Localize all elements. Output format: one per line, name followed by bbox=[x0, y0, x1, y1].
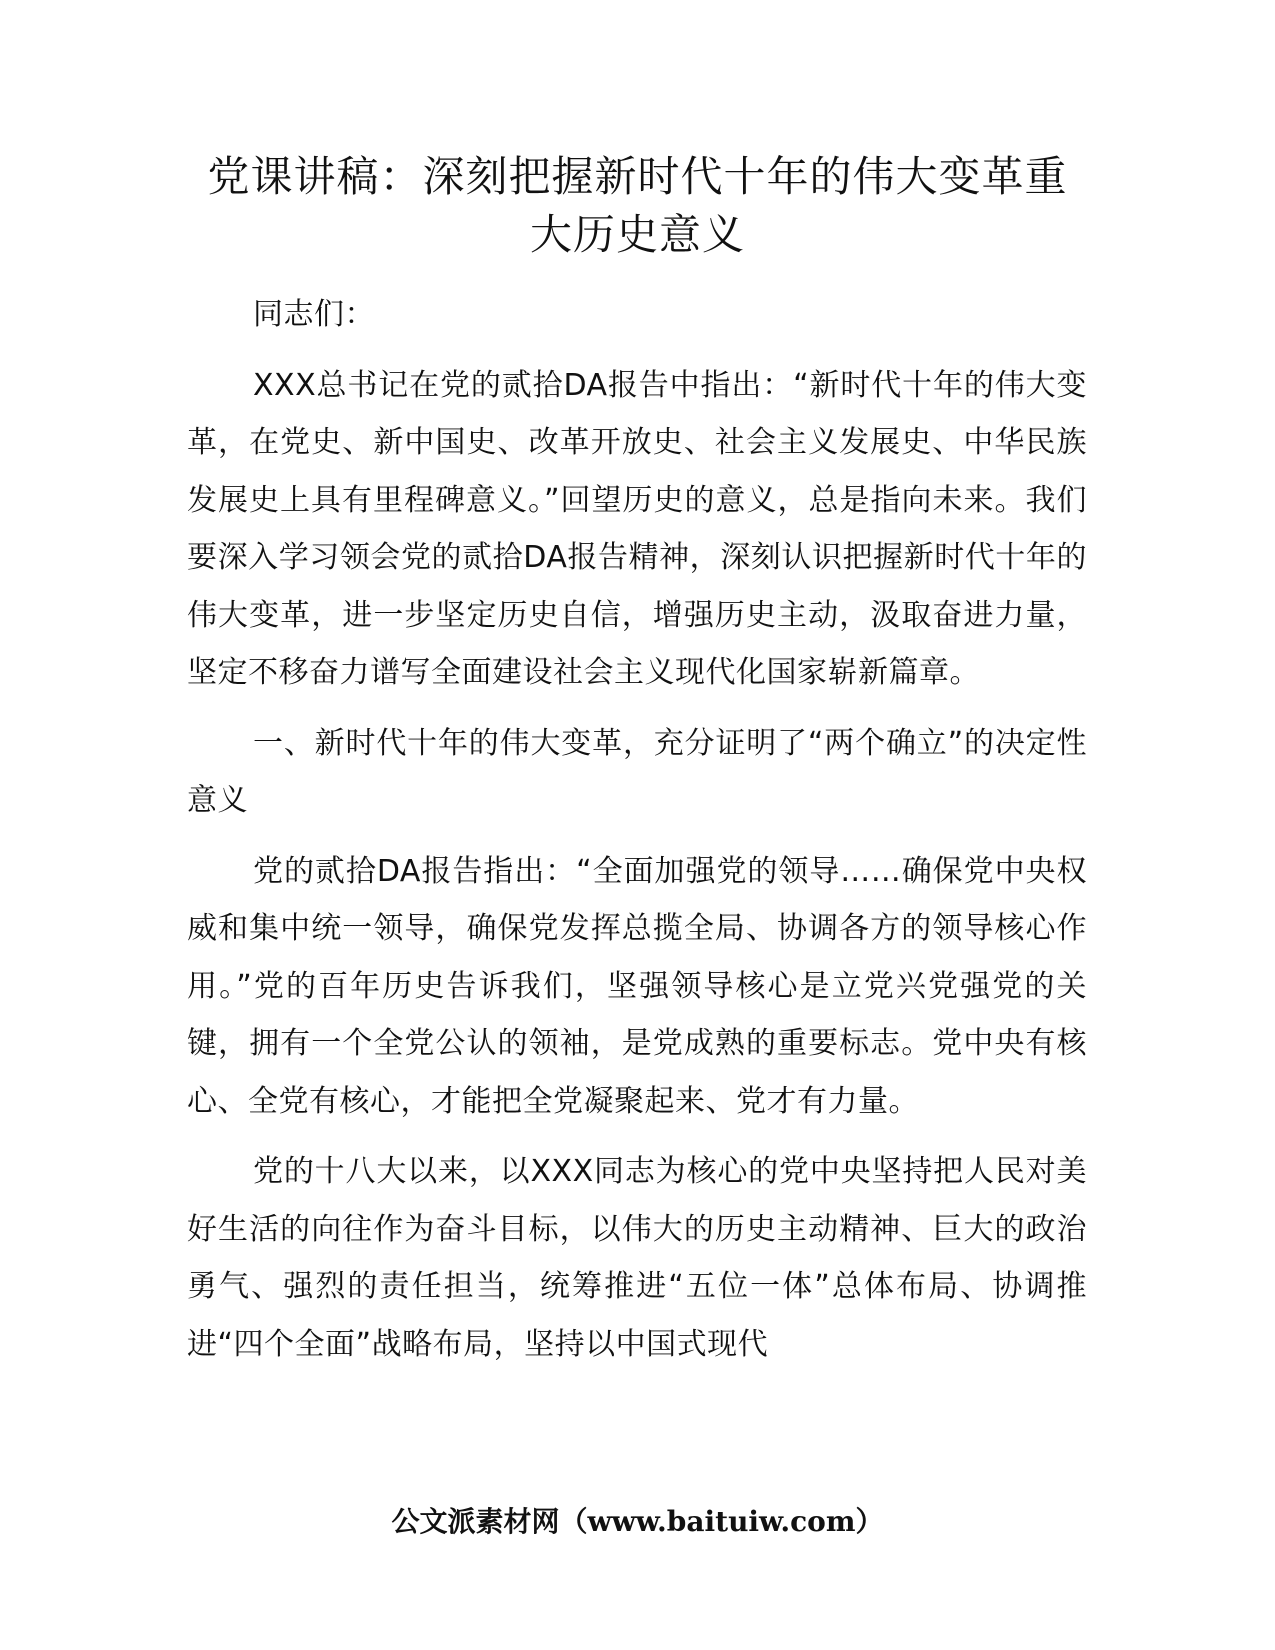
title-line-1: 党课讲稿：深刻把握新时代十年的伟大变革重 bbox=[207, 152, 1068, 201]
body-paragraph: 党的贰拾DA报告指出：“全面加强党的领导……确保党中央权威和集中统一领导，确保党发挥总揽全局、协调各方的领导核心作用。”党的百年历史告诉我们，坚强领导核心是立党兴党强党的关键，拥有一个全党公认的领袖，是党成熟的重要标志。党中央有核心、全党有核心，才能把全党凝聚起来、党才有力量。 bbox=[187, 853, 1087, 1119]
page-footer-watermark: 公文派素材网（www.baituiw.com） bbox=[391, 1505, 884, 1538]
body-paragraph: 党的十八大以来，以XXX同志为核心的党中央坚持把人民对美好生活的向往作为奋斗目标，以伟大的历史主动精神、巨大的政治勇气、强烈的责任担当，统筹推进“五位一体”总体布局、协调推进“四个全面”战略布局，坚持以中国式现代 bbox=[187, 1154, 1087, 1362]
document-body bbox=[187, 286, 1087, 1386]
document-title bbox=[170, 148, 1105, 264]
section-heading: 一、新时代十年的伟大变革，充分证明了“两个确立”的决定性意义 bbox=[187, 725, 1087, 818]
salutation: 同志们： bbox=[253, 297, 375, 332]
body-paragraph: XXX总书记在党的贰拾DA报告中指出：“新时代十年的伟大变革，在党史、新中国史、改革开放史、社会主义发展史、中华民族发展史上具有里程碑意义。”回望历史的意义，总是指向未来。我们要深入学习领会党的贰拾DA报告精神，深刻认识把握新时代十年的伟大变革，进一步坚定历史自信，增强历史主动，汲取奋进力量，坚定不移奋力谱写全面建设社会主义现代化国家崭新篇章。 bbox=[187, 367, 1087, 690]
title-line-2: 大历史意义 bbox=[529, 210, 745, 259]
